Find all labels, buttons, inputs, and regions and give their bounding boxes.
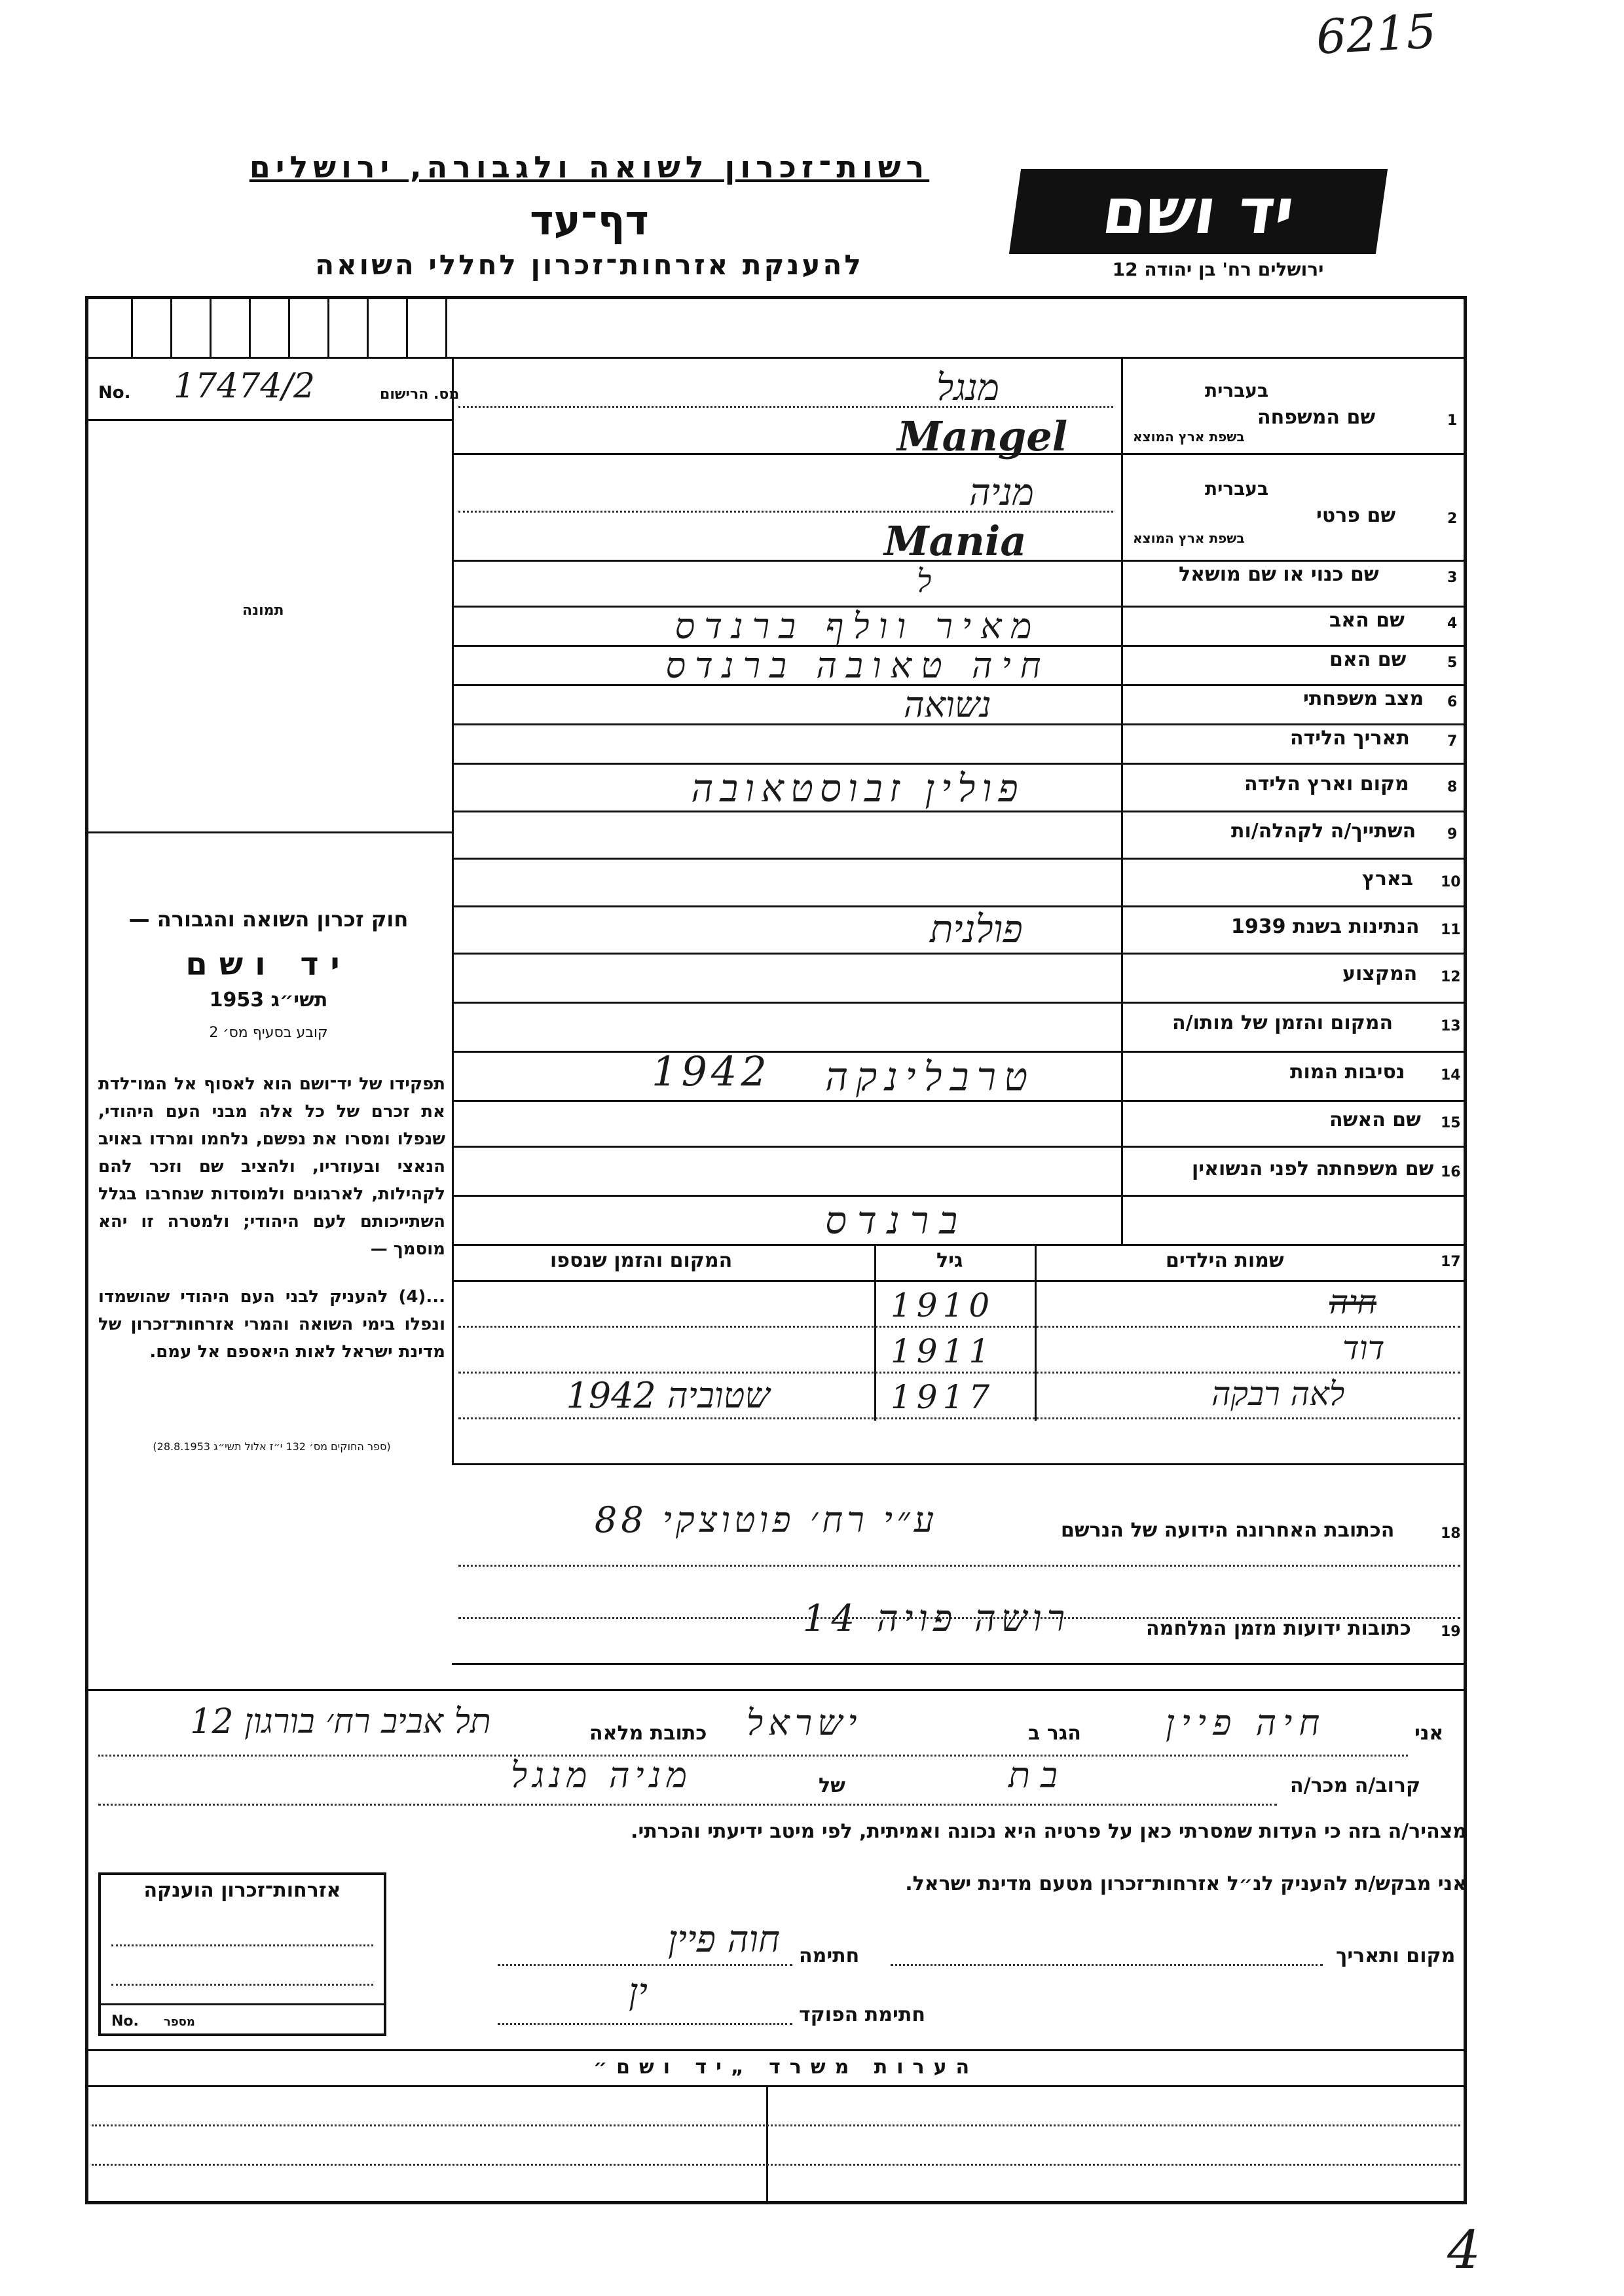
registration-no-label: No.	[98, 383, 131, 403]
field-2-label: שם פרטי	[1316, 504, 1396, 527]
field-9-number: 9	[1447, 826, 1458, 843]
field-4-number: 4	[1447, 615, 1458, 632]
registration-number: 17474/2	[174, 367, 316, 406]
decl-statement-1: מצהיר/ה בזה כי העדות שמסרתי כאן על פרטיה היא נכונה ואמיתית, לפי מיטב ידיעתי והכרתי.	[631, 1820, 1467, 1843]
field-18-label: הכתובת האחרונה הידועה של הנרשם	[1061, 1519, 1395, 1542]
child-2-name: דוד	[1342, 1329, 1385, 1367]
remarks-title: הערות משרד „יד ושם״	[593, 2056, 979, 2079]
field-11-label: הנתינות בשנת 1939	[1231, 915, 1420, 938]
address-line: ירושלים רח' בן יהודה 12	[1112, 259, 1324, 280]
field-19-label: כתובות ידועות מזמן המלחמה	[1146, 1617, 1411, 1640]
decl-signature-label: חתימה	[799, 1944, 860, 1967]
decl-country: ישראל	[747, 1702, 862, 1743]
field-5-label: שם האם	[1329, 648, 1407, 671]
field-7-label: תאריך הלידה	[1290, 727, 1410, 750]
form-title: דף־עד	[530, 196, 649, 244]
stamp-box-title: אזרחות־זכרון הוענקה	[143, 1879, 341, 1902]
decl-ani-label: אני	[1414, 1722, 1444, 1745]
field-2-sub-origin: בשפת ארץ המוצא	[1133, 530, 1245, 546]
child-3-place: שטוביה 1942	[566, 1375, 770, 1416]
children-names-header: שמות הילדים	[1166, 1249, 1284, 1272]
field-19-number: 19	[1441, 1624, 1461, 1640]
form-subtitle: להענקת אזרחות־זכרון לחללי השואה	[315, 249, 864, 281]
stamp-box-no: No.	[111, 2013, 139, 2030]
field-6-label: מצב משפחתי	[1303, 687, 1424, 710]
decl-statement-2: אני מבקש/ת להעניק לנ״ל אזרחות־זכרון מטעם מדינת ישראל.	[905, 1872, 1467, 1895]
registration-label: מס. הרישום	[380, 386, 460, 403]
decl-lives-in-label: הגר ב	[1028, 1722, 1081, 1745]
photo-label: תמונה	[242, 602, 284, 619]
war-address: רושה פויה 14	[802, 1597, 1071, 1640]
field-1-sub-origin: בשפת ארץ המוצא	[1133, 429, 1245, 445]
child-3-name: לאה רבקה	[1211, 1375, 1345, 1413]
field-6-number: 6	[1447, 694, 1458, 710]
corner-archive-number: 6215	[1314, 3, 1438, 65]
field-15-label: שם האשה	[1329, 1108, 1421, 1131]
child-2-age: 1911	[891, 1332, 995, 1370]
father-name: מאיר וולף ברנדס	[674, 606, 1041, 647]
field-2-sub-hebrew: בעברית	[1205, 478, 1269, 500]
child-1-age: 1910	[891, 1286, 995, 1324]
authority-title: רשות־זכרון לשואה ולגבורה, ירושלים	[249, 149, 930, 185]
decl-place-date-label: מקום ותאריך	[1336, 1944, 1456, 1967]
child-1-name: חיה	[1329, 1283, 1376, 1321]
yad-vashem-logo: יד ושם	[1009, 169, 1388, 254]
field-1-sub-hebrew: בעברית	[1205, 380, 1269, 401]
field-3-number: 3	[1447, 570, 1458, 586]
officer-signature-label: חתימת הפוקד	[799, 2003, 925, 2026]
decl-relation-label: קרוב/ה מכר/ה	[1290, 1774, 1421, 1797]
officer-signature: ין	[629, 1971, 648, 2013]
death-year: 1942	[652, 1048, 771, 1095]
field-5-number: 5	[1447, 655, 1458, 671]
law-title: חוק זכרון השואה והגבורה —	[128, 907, 409, 932]
law-clause: קובע בסעיף מס׳ 2	[209, 1025, 328, 1041]
surname-origin: Mangel	[897, 412, 1068, 460]
children-place-header: המקום והזמן שנספו	[550, 1249, 733, 1272]
decl-full-address: תל אביב רח׳ בורגון 12	[190, 1702, 491, 1741]
field-10-label: בארץ	[1362, 867, 1414, 890]
decl-of-label: של	[819, 1774, 845, 1797]
page-number: 4	[1447, 2219, 1481, 2280]
field-10-number: 10	[1441, 874, 1461, 890]
field-15-number: 15	[1441, 1115, 1461, 1131]
birthplace: פולין זבוסטאובה	[691, 766, 1025, 811]
field-3-label: שם כנוי או שם מושאל	[1179, 563, 1379, 586]
surname-hebrew: מנגל	[936, 367, 1000, 409]
field-11-number: 11	[1441, 922, 1461, 938]
first-name-origin: Mania	[884, 517, 1027, 565]
decl-full-address-label: כתובת מלאה	[589, 1722, 707, 1745]
decl-of-name: מניה מנגל	[511, 1755, 693, 1796]
field-17-number: 17	[1441, 1254, 1461, 1270]
law-year: תשי״ג 1953	[209, 989, 328, 1011]
law-citation: (ספר החוקים מס׳ 132 י״ז אלול תשי״ג 28.8.1953)	[153, 1440, 391, 1453]
stamp-box-number-label: מספר	[164, 2015, 195, 2029]
mother-name: חיה טאובה ברנדס	[665, 645, 1050, 686]
field-16-label: שם משפחתה לפני הנשואין	[1192, 1157, 1434, 1180]
law-name: יד ושם	[185, 946, 352, 983]
decl-declarant-name: חיה פיין	[1166, 1702, 1327, 1743]
maiden-name: ברנדס	[825, 1198, 969, 1243]
field-4-label: שם האב	[1329, 609, 1405, 632]
law-paragraph-2: ...(4) להעניק לבני העם היהודי שהושמדו ונפלו בימי השואה והמרי אזרחות־זכרון של מדינת ישראל לאות היאספם אל עמם.	[98, 1287, 445, 1362]
field-12-number: 12	[1441, 969, 1461, 985]
death-place: טרבלינקה	[825, 1054, 1036, 1100]
field-1-number: 1	[1447, 412, 1458, 429]
field-2-number: 2	[1447, 511, 1458, 527]
last-address: ע״י רח׳ פוטוצקי 88	[594, 1499, 938, 1540]
first-name-hebrew: מניה	[969, 471, 1034, 514]
field-14-label: נסיבות המות	[1290, 1061, 1405, 1084]
children-age-header: גיל	[936, 1249, 963, 1272]
field-12-label: המקצוע	[1342, 962, 1418, 985]
field-13-label: המקום והזמן של מותו/ה	[1172, 1011, 1393, 1034]
decl-relation: בת	[1008, 1755, 1068, 1796]
field-8-number: 8	[1447, 779, 1458, 795]
field-7-number: 7	[1447, 733, 1458, 750]
field-8-label: מקום וארץ הלידה	[1244, 773, 1409, 795]
field-13-number: 13	[1441, 1018, 1461, 1034]
law-paragraph-1: תפקידו של יד־ושם הוא לאסוף אל המו־לדת את זכרם של כל אלה מבני העם היהודי, שנפלו ומסרו את נפשם, נלחמו ומרדו באויב הנאצי ובעוזריו, ולהציב שם וזכר להם לקהילות, לארגונים ולמוסדות שנחרבו בגלל השתייכותם לעם היהודי; ולמטרה זו יהא מוסמך —	[98, 1074, 445, 1259]
field-1-label: שם המשפחה	[1257, 406, 1376, 429]
field-16-number: 16	[1441, 1164, 1461, 1180]
field-3-value: ל	[917, 563, 932, 600]
field-9-label: השתייך/ה לקהלה/ות	[1231, 820, 1416, 843]
decl-signature: חוה פיין	[668, 1918, 781, 1961]
child-3-age: 1917	[891, 1378, 995, 1416]
nationality-1939: פולנית	[930, 907, 1023, 951]
field-18-number: 18	[1441, 1525, 1461, 1542]
field-14-number: 14	[1441, 1067, 1461, 1084]
marital-status: נשואה	[904, 684, 991, 725]
